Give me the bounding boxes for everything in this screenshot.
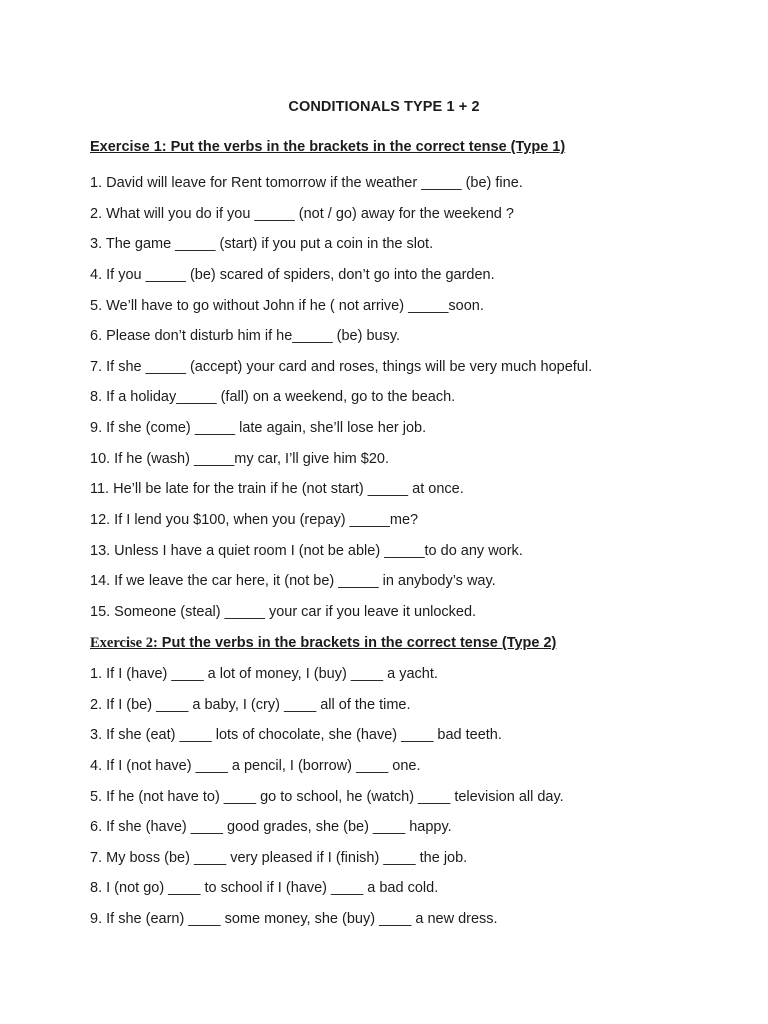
exercise-item: 7. If she _____ (accept) your card and roses, things will be very much hopeful. — [90, 358, 593, 375]
page-title: CONDITIONALS TYPE 1 + 2 — [288, 99, 480, 115]
exercise-item: 9. If she (earn) ____ some money, she (buy) ____ a new dress. — [90, 911, 498, 928]
exercise-item: 8. If a holiday_____ (fall) on a weekend, go to the beach. — [90, 389, 456, 406]
exercise-item: 11. He’ll be late for the train if he (not start) _____ at once. — [90, 481, 464, 498]
exercise-2-heading — [90, 635, 556, 652]
exercise-item: 5. We’ll have to go without John if he ( not arrive) _____soon. — [90, 297, 484, 314]
exercise-item: 3. The game _____ (start) if you put a coin in the slot. — [90, 236, 434, 253]
exercise-item: 7. My boss (be) ____ very pleased if I (finish) ____ the job. — [90, 849, 468, 866]
exercise-item: 6. If she (have) ____ good grades, she (be) ____ happy. — [90, 819, 452, 836]
exercise-item: 8. I (not go) ____ to school if I (have) ____ a bad cold. — [90, 880, 439, 897]
exercise-2-label: Exercise 2: — [90, 635, 158, 651]
exercise-1-list — [90, 175, 592, 635]
exercise-item: 12. If I lend you $100, when you (repay) _____me? — [90, 512, 419, 529]
exercise-item: 2. What will you do if you _____ (not / go) away for the weekend ? — [90, 205, 514, 222]
exercise-2-list — [90, 666, 564, 942]
exercise-item: 2. If I (be) ____ a baby, I (cry) ____ all of the time. — [90, 696, 411, 713]
exercise-item: 13. Unless I have a quiet room I (not be able) _____to do any work. — [90, 542, 523, 559]
exercise-item: 1. If I (have) ____ a lot of money, I (buy) ____ a yacht. — [90, 666, 438, 682]
exercise-item: 10. If he (wash) _____my car, I’ll give him $20. — [90, 450, 390, 467]
exercise-item: 1. David will leave for Rent tomorrow if the weather _____ (be) fine. — [90, 175, 523, 191]
exercise-item: 15. Someone (steal) _____ your car if you leave it unlocked. — [90, 603, 477, 620]
exercise-item: 4. If I (not have) ____ a pencil, I (borrow) ____ one. — [90, 757, 421, 774]
exercise-item: 6. Please don’t disturb him if he_____ (be) busy. — [90, 328, 401, 345]
exercise-2-instruction: Put the verbs in the brackets in the correct tense (Type 2) — [157, 635, 557, 651]
exercise-1-heading — [90, 139, 565, 155]
exercise-item: 3. If she (eat) ____ lots of chocolate, she (have) ____ bad teeth. — [90, 727, 502, 744]
exercise-item: 9. If she (come) _____ late again, she’ll lose her job. — [90, 420, 427, 437]
exercise-item: 14. If we leave the car here, it (not be) _____ in anybody’s way. — [90, 573, 496, 590]
exercise-1-label: Exercise 1: — [90, 139, 167, 155]
exercise-item: 5. If he (not have to) ____ go to school, he (watch) ____ television all day. — [90, 788, 564, 805]
exercise-item: 4. If you _____ (be) scared of spiders, don’t go into the garden. — [90, 266, 495, 283]
exercise-1-instruction: Put the verbs in the brackets in the correct tense (Type 1) — [166, 139, 566, 155]
